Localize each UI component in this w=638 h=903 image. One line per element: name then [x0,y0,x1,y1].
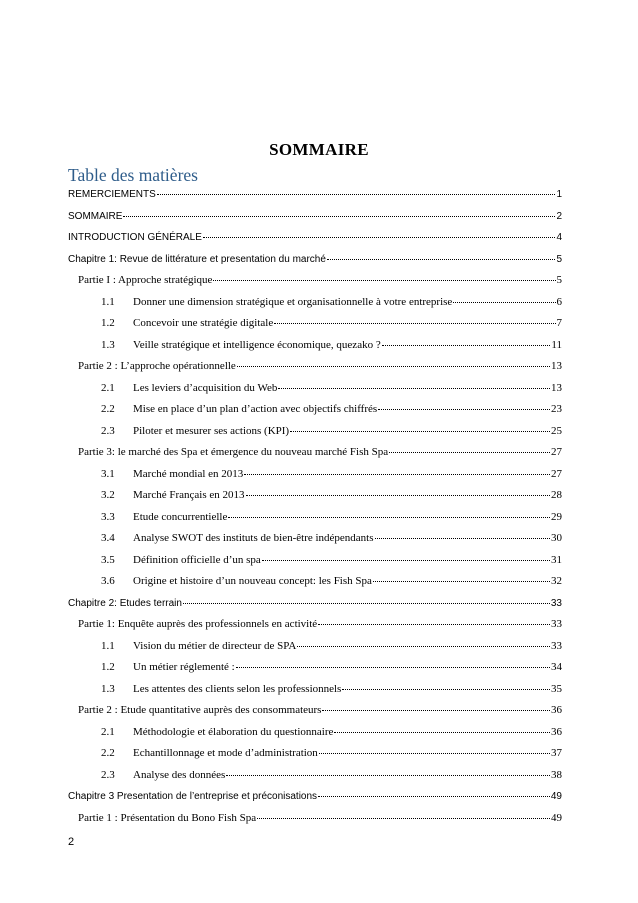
toc-entry-title: Partie 1: Enquête auprès des professionnels en activité [78,618,318,630]
toc-entry[interactable] [78,444,562,460]
toc-entry[interactable] [101,745,562,761]
dot-leader [157,184,556,195]
toc-entry-title: Chapitre 3 Presentation de l’entreprise et préconisations [68,791,318,802]
dot-leader [322,700,550,711]
toc-entry[interactable] [68,788,562,804]
dot-leader [327,249,556,260]
toc-entry[interactable] [101,724,562,740]
toc-entry-title: Un métier réglementé : [133,661,235,673]
toc-entry-number: 2.2 [101,403,115,415]
toc-entry-title: Etude concurrentielle [133,510,228,523]
toc-entry-page: 27 [551,467,562,480]
dot-leader [318,786,550,797]
toc-entry[interactable] [101,573,562,589]
toc-entry-number: 2.3 [101,768,115,781]
toc-entry-title: Analyse SWOT des instituts de bien-être indépendants [133,532,374,544]
toc-entry-page: 38 [551,768,562,781]
toc-entry-number: 1.3 [101,338,115,351]
toc-entry[interactable] [101,380,562,396]
toc-entry[interactable] [68,229,562,245]
toc-entry-page: 6 [556,295,562,308]
toc-entry-page: 4 [556,232,562,243]
dot-leader [278,378,550,389]
toc-entry-title: Partie 1 : Présentation du Bono Fish Spa [78,811,257,824]
toc-entry-page: 29 [551,510,562,523]
dot-leader [290,421,550,432]
dot-leader [213,270,555,281]
toc-entry[interactable] [78,616,562,632]
toc-entry-page: 5 [556,274,562,286]
toc-entry-title: Partie I : Approche stratégique [78,274,213,286]
toc-entry[interactable] [101,530,562,546]
dot-leader [123,206,555,217]
dot-leader [453,292,555,303]
toc-entry-number: 1.3 [101,682,115,695]
toc-entry-page: 32 [551,575,562,587]
toc-entry-page: 5 [556,253,562,265]
dot-leader [274,313,555,324]
toc-entry[interactable] [101,767,562,783]
toc-entry[interactable] [101,401,562,417]
toc-entry[interactable] [101,315,562,331]
toc-entry-title: Partie 3: le marché des Spa et émergence du nouveau marché Fish Spa [78,446,389,458]
dot-leader [373,571,550,582]
toc-entry-page: 23 [551,403,562,415]
toc-entry-page: 31 [551,553,562,566]
toc-entry[interactable] [78,702,562,718]
toc-entry-page: 33 [551,639,562,652]
toc-entry-title: INTRODUCTION GÉNÉRALE [68,232,202,243]
toc-heading: Table des matières [68,165,198,185]
toc-entry-number: 1.2 [101,661,115,673]
dot-leader [319,743,550,754]
toc-entry-title: Vision du métier de directeur de SPA [133,639,297,652]
toc-entry-title: Les leviers d’acquisition du Web [133,381,278,394]
page-number: 2 [68,836,75,848]
toc-entry-page: 30 [551,532,562,544]
dot-leader [226,765,550,776]
toc-entry-title: Méthodologie et élaboration du questionnaire [133,725,334,738]
toc-entry-title: Analyse des données [133,768,226,781]
toc-entry-title: SOMMAIRE [68,210,123,222]
toc-entry-title: Mise en place d’un plan d’action avec objectifs chiffrés [133,403,378,415]
toc-entry-title: Partie 2 : L’approche opérationnelle [78,360,236,372]
toc-entry-number: 3.3 [101,510,115,523]
dot-leader [389,442,550,453]
toc-entry-page: 49 [550,791,562,802]
dot-leader [236,657,550,668]
toc-entry-page: 49 [551,811,562,824]
toc-entry[interactable] [78,810,562,826]
toc-entry-page: 35 [551,682,562,695]
toc-entry-title: Les attentes des clients selon les professionnels [133,682,342,695]
toc-entry-page: 36 [551,725,562,738]
toc-entry[interactable] [101,659,562,675]
toc-entry[interactable] [68,595,562,611]
dot-leader [183,593,550,604]
dot-leader [378,399,550,410]
toc-entry-page: 11 [551,338,562,351]
toc-entry-number: 2.1 [101,381,115,394]
toc-entry[interactable] [101,681,562,697]
toc-entry-title: Concevoir une stratégie digitale [133,317,274,329]
toc-entry-page: 33 [551,618,562,630]
toc-entry-page: 34 [551,661,562,673]
toc-entry-page: 28 [551,489,562,501]
toc-entry-number: 3.4 [101,532,115,544]
toc-entry-page: 13 [551,360,562,372]
toc-entry-number: 3.5 [101,553,115,566]
toc-entry-page: 33 [550,597,562,609]
toc-entry[interactable] [68,208,562,224]
toc-entry-title: REMERCIEMENTS [68,189,156,200]
toc-entry-number: 3.2 [101,489,115,501]
dot-leader [318,614,550,625]
toc-entry-title: Echantillonnage et mode d’administration [133,747,318,759]
toc-entry-title: Marché mondial en 2013 [133,467,244,480]
dot-leader [334,722,550,733]
toc-entry[interactable] [101,466,562,482]
dot-leader [203,227,556,238]
toc-entry-title: Piloter et mesurer ses actions (KPI) [133,424,290,437]
toc-entry[interactable] [68,186,562,202]
dot-leader [382,335,551,346]
toc-entry[interactable] [78,272,562,288]
toc-entry-page: 27 [551,446,562,458]
dot-leader [237,356,550,367]
toc-entry-page: 37 [551,747,562,759]
toc-entry[interactable] [101,294,562,310]
toc-entry-title: Donner une dimension stratégique et organisationnelle à votre entreprise [133,295,453,308]
dot-leader [257,808,550,819]
toc-entry[interactable] [101,487,562,503]
toc-entry[interactable] [101,509,562,525]
toc-entry[interactable] [68,251,562,267]
toc-entry-number: 3.1 [101,467,115,480]
toc-entry[interactable] [101,423,562,439]
toc-entry-number: 3.6 [101,575,115,587]
dot-leader [244,464,550,475]
toc-entry-number: 1.2 [101,317,115,329]
toc-entry-title: Origine et histoire d’un nouveau concept: les Fish Spa [133,575,372,587]
toc-entry[interactable] [101,552,562,568]
toc-entry[interactable] [101,337,562,353]
page-title: SOMMAIRE [269,140,369,159]
toc-entry-title: Chapitre 2: Etudes terrain [68,597,182,609]
toc-entry-number: 1.1 [101,295,115,308]
toc-entry-number: 2.2 [101,747,115,759]
toc-entry-title: Veille stratégique et intelligence économique, quezako ? [133,338,381,351]
toc-entry-page: 36 [551,704,562,716]
dot-leader [262,550,550,561]
toc-entry-number: 2.3 [101,424,115,437]
toc-entry-page: 13 [551,381,562,394]
toc-entry[interactable] [101,638,562,654]
toc-entry-page: 2 [556,210,562,222]
dot-leader [342,679,550,690]
toc-entry-title: Chapitre 1: Revue de littérature et presentation du marché [68,253,326,265]
dot-leader [297,636,550,647]
toc-entry-page: 25 [551,424,562,437]
toc-entry-title: Définition officielle d’un spa [133,553,261,566]
toc-entry-number: 2.1 [101,725,115,738]
dot-leader [228,507,550,518]
toc-entry[interactable] [78,358,562,374]
toc-entry-number: 1.1 [101,639,115,652]
toc-entry-page: 7 [556,317,562,329]
toc-entry-page: 1 [556,189,562,200]
toc-entry-title: Marché Français en 2013 [133,489,245,501]
dot-leader [246,485,551,496]
dot-leader [375,528,550,539]
toc-entry-title: Partie 2 : Etude quantitative auprès des consommateurs [78,704,322,716]
